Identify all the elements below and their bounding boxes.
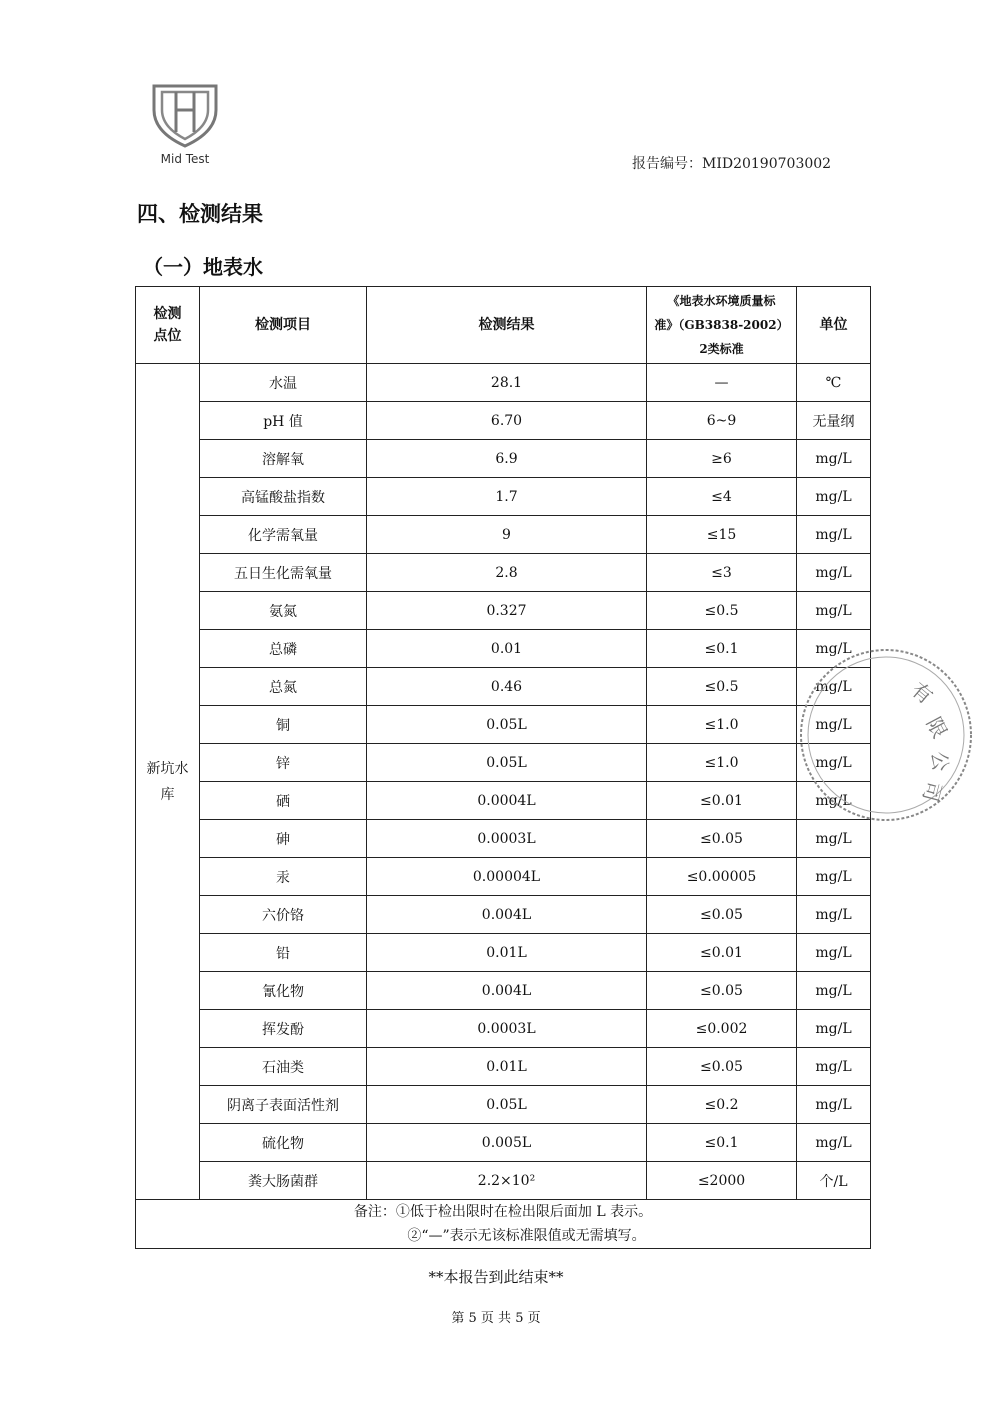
- item-cell: 锌: [200, 744, 367, 782]
- report-number: 报告编号：MID20190703002: [632, 156, 832, 172]
- unit-cell: mg/L: [797, 516, 871, 554]
- result-cell: 0.05L: [367, 1086, 647, 1124]
- standard-cell: ≤0.1: [647, 630, 797, 668]
- note-2: ②“—”表示无该标准限值或无需填写。: [407, 1228, 646, 1244]
- table-row: [136, 1162, 871, 1200]
- table-row: [136, 782, 871, 820]
- logo-text: Mid Test: [160, 152, 210, 166]
- item-cell: 挥发酚: [200, 1010, 367, 1048]
- item-cell: 铅: [200, 934, 367, 972]
- result-cell: 0.05L: [367, 706, 647, 744]
- item-cell: 硫化物: [200, 1124, 367, 1162]
- table-row: [136, 934, 871, 972]
- item-cell: 石油类: [200, 1048, 367, 1086]
- standard-cell: 6~9: [647, 402, 797, 440]
- unit-cell: mg/L: [797, 858, 871, 896]
- item-cell: 溶解氧: [200, 440, 367, 478]
- table-row: [136, 972, 871, 1010]
- subsection-title: （一）地表水: [143, 255, 263, 279]
- standard-cell: ≤15: [647, 516, 797, 554]
- unit-cell: mg/L: [797, 1086, 871, 1124]
- table-row: [136, 402, 871, 440]
- result-cell: 0.005L: [367, 1124, 647, 1162]
- standard-cell: ≤2000: [647, 1162, 797, 1200]
- table-row: [136, 896, 871, 934]
- table-body: [136, 364, 871, 1200]
- standard-cell: ≤1.0: [647, 744, 797, 782]
- standard-cell: ≥6: [647, 440, 797, 478]
- result-cell: 0.004L: [367, 896, 647, 934]
- svg-text:司: 司: [917, 778, 947, 805]
- table-row: [136, 1086, 871, 1124]
- unit-cell: mg/L: [797, 1048, 871, 1086]
- svg-text:公: 公: [927, 750, 953, 773]
- table-row: [136, 1010, 871, 1048]
- end-of-report: **本报告到此结束**: [428, 1268, 564, 1286]
- standard-cell: ≤0.05: [647, 972, 797, 1010]
- unit-cell: mg/L: [797, 668, 871, 706]
- standard-cell: ≤0.05: [647, 1048, 797, 1086]
- item-cell: 高锰酸盐指数: [200, 478, 367, 516]
- unit-cell: mg/L: [797, 478, 871, 516]
- result-cell: 0.46: [367, 668, 647, 706]
- item-cell: 五日生化需氧量: [200, 554, 367, 592]
- standard-cell: ≤0.5: [647, 668, 797, 706]
- item-cell: 阴离子表面活性剂: [200, 1086, 367, 1124]
- standard-cell: ≤0.00005: [647, 858, 797, 896]
- unit-cell: 个/L: [797, 1162, 871, 1200]
- table-row: [136, 668, 871, 706]
- unit-cell: mg/L: [797, 554, 871, 592]
- standard-cell: —: [647, 364, 797, 402]
- unit-cell: mg/L: [797, 630, 871, 668]
- result-cell: 0.00004L: [367, 858, 647, 896]
- item-cell: 氨氮: [200, 592, 367, 630]
- standard-cell: ≤0.2: [647, 1086, 797, 1124]
- table-row: [136, 858, 871, 896]
- header-standard-line3: 2类标准: [699, 342, 744, 356]
- table-row: [136, 630, 871, 668]
- site-cell: 新坑水库: [136, 364, 200, 1200]
- result-cell: 0.05L: [367, 744, 647, 782]
- item-cell: 硒: [200, 782, 367, 820]
- result-cell: 1.7: [367, 478, 647, 516]
- result-cell: 0.0003L: [367, 1010, 647, 1048]
- table-row: [136, 516, 871, 554]
- standard-cell: ≤0.5: [647, 592, 797, 630]
- unit-cell: mg/L: [797, 896, 871, 934]
- result-cell: 0.01L: [367, 1048, 647, 1086]
- result-cell: 0.327: [367, 592, 647, 630]
- standard-cell: ≤0.01: [647, 782, 797, 820]
- item-cell: pH 值: [200, 402, 367, 440]
- item-cell: 砷: [200, 820, 367, 858]
- standard-cell: ≤4: [647, 478, 797, 516]
- unit-cell: 无量纲: [797, 402, 871, 440]
- unit-cell: mg/L: [797, 972, 871, 1010]
- svg-text:限: 限: [921, 713, 953, 743]
- item-cell: 总氮: [200, 668, 367, 706]
- result-cell: 28.1: [367, 364, 647, 402]
- table-row: [136, 554, 871, 592]
- item-cell: 粪大肠菌群: [200, 1162, 367, 1200]
- standard-cell: ≤0.002: [647, 1010, 797, 1048]
- notes-row: [136, 1200, 871, 1249]
- shield-logo-icon: [146, 80, 224, 150]
- header-result: 检测结果: [367, 287, 647, 364]
- unit-cell: mg/L: [797, 592, 871, 630]
- unit-cell: mg/L: [797, 934, 871, 972]
- result-cell: 6.9: [367, 440, 647, 478]
- page-number: 第 5 页 共 5 页: [451, 1311, 541, 1326]
- item-cell: 总磷: [200, 630, 367, 668]
- table-row: [136, 706, 871, 744]
- table-row: [136, 592, 871, 630]
- result-cell: 0.01: [367, 630, 647, 668]
- header-site: 检测 点位: [136, 287, 200, 364]
- table-row: [136, 1124, 871, 1162]
- svg-text:有: 有: [906, 677, 938, 709]
- result-cell: 0.01L: [367, 934, 647, 972]
- unit-cell: mg/L: [797, 820, 871, 858]
- item-cell: 六价铬: [200, 896, 367, 934]
- item-cell: 氰化物: [200, 972, 367, 1010]
- note-1: 备注：①低于检出限时在检出限后面加 L 表示。: [353, 1204, 653, 1220]
- result-cell: 2.2×10²: [367, 1162, 647, 1200]
- standard-cell: ≤0.05: [647, 820, 797, 858]
- item-cell: 水温: [200, 364, 367, 402]
- result-cell: 6.70: [367, 402, 647, 440]
- table-row: [136, 1048, 871, 1086]
- unit-cell: ℃: [797, 364, 871, 402]
- header-standard: [647, 287, 797, 364]
- header-standard-line2: 准》（GB3838-2002）: [654, 318, 789, 332]
- results-table: [135, 286, 871, 1249]
- table-row: [136, 820, 871, 858]
- notes-cell: [136, 1200, 871, 1249]
- unit-cell: mg/L: [797, 1124, 871, 1162]
- header-unit: 单位: [797, 287, 871, 364]
- table-row: [136, 478, 871, 516]
- table-header-row: [136, 287, 871, 364]
- table-row: [136, 744, 871, 782]
- result-cell: 9: [367, 516, 647, 554]
- result-cell: 2.8: [367, 554, 647, 592]
- item-cell: 铜: [200, 706, 367, 744]
- table-row: [136, 364, 871, 402]
- standard-cell: ≤1.0: [647, 706, 797, 744]
- table-row: [136, 440, 871, 478]
- result-cell: 0.0004L: [367, 782, 647, 820]
- item-cell: 汞: [200, 858, 367, 896]
- standard-cell: ≤0.05: [647, 896, 797, 934]
- company-seal-stamp: [896, 640, 992, 830]
- unit-cell: mg/L: [797, 1010, 871, 1048]
- result-cell: 0.0003L: [367, 820, 647, 858]
- unit-cell: mg/L: [797, 440, 871, 478]
- standard-cell: ≤3: [647, 554, 797, 592]
- item-cell: 化学需氧量: [200, 516, 367, 554]
- standard-cell: ≤0.01: [647, 934, 797, 972]
- unit-cell: mg/L: [797, 744, 871, 782]
- result-cell: 0.004L: [367, 972, 647, 1010]
- header-item: 检测项目: [200, 287, 367, 364]
- unit-cell: mg/L: [797, 706, 871, 744]
- section-title: 四、检测结果: [137, 202, 263, 226]
- unit-cell: mg/L: [797, 782, 871, 820]
- standard-cell: ≤0.1: [647, 1124, 797, 1162]
- header-standard-line1: 《地表水环境质量标: [667, 294, 776, 308]
- company-logo: [140, 80, 230, 172]
